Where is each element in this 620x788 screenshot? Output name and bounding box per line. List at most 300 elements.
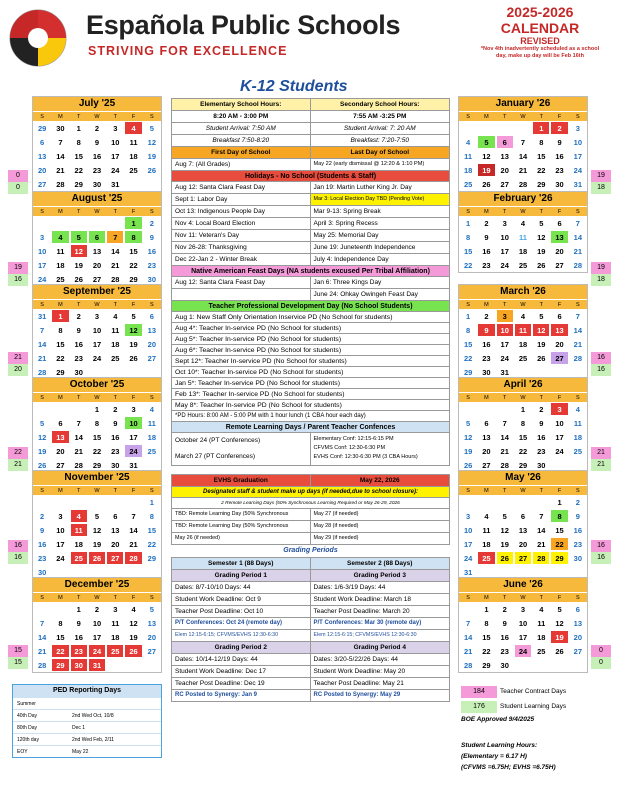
ped-row xyxy=(13,733,161,745)
day-cell: 10 xyxy=(518,619,528,628)
day-cell: 16 xyxy=(111,433,120,442)
day-cell: 1 xyxy=(94,405,100,414)
day-cell xyxy=(460,496,476,508)
gp1-student-deadline: Student Work Deadline: Oct 9 xyxy=(172,594,311,605)
day-cell: 24 xyxy=(37,275,47,284)
day-cell: 16 xyxy=(482,340,491,349)
day-cell: 27 xyxy=(107,552,123,564)
elem-time: 8:20 AM - 3:00 PM xyxy=(172,111,311,122)
graduation-label: EVHS Graduation xyxy=(172,475,311,486)
day-cell: 3 xyxy=(551,403,567,415)
month-title: April '26 xyxy=(459,378,587,392)
day-cell: 8 xyxy=(466,326,471,335)
weekday-label: F xyxy=(557,209,562,215)
month-april-26 xyxy=(458,377,588,473)
holiday-entry: Jan 19: Martin Luther King Jr. Day xyxy=(313,184,412,191)
day-cell: 4 xyxy=(125,122,141,134)
day-cell: 26 xyxy=(463,461,473,470)
weekday-label: T xyxy=(113,114,117,120)
day-cell: 1 xyxy=(125,217,141,229)
pd-entry: Aug 6*: Teacher In-service PD (No School for students) xyxy=(171,345,450,356)
remote-oct: October 24 (PT Conferences) xyxy=(175,437,261,444)
slh-sec: (CFVMS =6.75H; EVHS =6.75H) xyxy=(461,764,556,771)
day-cell xyxy=(478,496,494,508)
day-cell: 3 xyxy=(497,310,513,322)
weekday-header xyxy=(33,299,161,309)
weekday-label: T xyxy=(113,595,117,601)
day-cell: 2 xyxy=(502,605,507,614)
day-cell: 22 xyxy=(147,540,157,549)
day-cell: 28 xyxy=(37,368,47,377)
day-cell: 30 xyxy=(500,661,509,670)
gp4-student-deadline: Student Work Deadline: May 20 xyxy=(313,668,406,675)
last-day-value: May 22 (early dismissal @ 12:20 & 1:10 PM) xyxy=(313,161,425,167)
day-cell: 5 xyxy=(502,512,507,521)
makeup-day-entry: May 26 (if needed) xyxy=(172,533,311,544)
holiday-entry: Oct 13: Indigenous People Day xyxy=(172,206,311,217)
teacher-day-count: 21 xyxy=(591,447,611,459)
day-cell: 14 xyxy=(129,526,138,535)
day-cell: 25 xyxy=(478,552,494,564)
weekday-label: M xyxy=(484,114,489,120)
day-grid xyxy=(459,402,587,472)
day-cell: 23 xyxy=(482,261,491,270)
student-day-count: 15 xyxy=(8,657,28,669)
elem-breakfast: Breakfast 7:50-8:20 xyxy=(172,135,311,146)
day-cell: 1 xyxy=(520,405,526,414)
holiday-entry: Nov 26-28: Thanksgiving xyxy=(172,242,311,253)
pd-entry: Aug 1: New Staff Only Orientation Inservice PD (No School for students) xyxy=(171,312,450,323)
day-cell: 26 xyxy=(89,552,105,564)
day-cell xyxy=(52,496,68,508)
weekday-label: S xyxy=(40,302,44,308)
day-cell: 15 xyxy=(555,526,564,535)
day-cell: 25 xyxy=(537,647,546,656)
last-day-header: Last Day of School xyxy=(350,149,409,156)
day-cell: 16 xyxy=(537,433,546,442)
weekday-label: M xyxy=(484,488,489,494)
weekday-label: T xyxy=(503,488,507,494)
day-cell: 7 xyxy=(502,419,507,428)
gp3-conferences: P/T Conferences: Mar 30 (remote day) xyxy=(313,620,422,626)
day-cell: 23 xyxy=(555,166,564,175)
day-cell: 23 xyxy=(37,554,47,563)
weekday-label: M xyxy=(484,395,489,401)
day-cell: 6 xyxy=(575,605,580,614)
weekday-label: T xyxy=(503,209,507,215)
holiday-entry: Sept 1: Labor Day xyxy=(172,194,311,205)
day-cell: 23 xyxy=(92,166,102,175)
day-cell: 1 xyxy=(466,312,471,321)
day-cell: 23 xyxy=(71,645,87,657)
day-cell: 15 xyxy=(482,633,491,642)
day-cell: 6 xyxy=(557,312,562,321)
student-days-count: 176 xyxy=(461,701,497,713)
sec-breakfast: Breakfast: 7:20-7:50 xyxy=(350,137,410,144)
day-cell: 12 xyxy=(463,433,473,442)
weekday-label: F xyxy=(131,114,136,120)
day-cell: 14 xyxy=(518,152,528,161)
weekday-header xyxy=(459,111,587,121)
weekday-header xyxy=(33,111,161,121)
weekday-label: T xyxy=(77,302,81,308)
day-cell: 4 xyxy=(131,605,136,614)
weekday-label: M xyxy=(58,114,63,120)
weekday-label: W xyxy=(520,395,526,401)
weekday-label: T xyxy=(503,114,507,120)
month-september-25 xyxy=(32,284,162,380)
day-cell: 11 xyxy=(519,233,527,242)
pd-entry: Feb 13*: Teacher In-service PD (No School for students) xyxy=(171,389,450,400)
student-day-count: 21 xyxy=(591,459,611,471)
day-cell: 31 xyxy=(463,568,473,577)
day-cell: 17 xyxy=(37,261,47,270)
month-title: June '26 xyxy=(459,578,587,592)
ped-cell xyxy=(68,698,161,710)
weekday-label: S xyxy=(40,209,44,215)
ped-row xyxy=(13,745,161,757)
day-cell xyxy=(125,178,141,190)
day-cell: 30 xyxy=(482,368,491,377)
gp2-dates: Dates: 10/14-12/19 Days: 44 xyxy=(172,654,311,665)
student-day-count: 16 xyxy=(8,552,28,564)
day-cell: 31 xyxy=(89,659,105,671)
day-cell xyxy=(71,496,87,508)
holiday-row xyxy=(171,182,450,194)
day-cell: 9 xyxy=(502,619,507,628)
day-cell: 14 xyxy=(74,433,83,442)
day-cell xyxy=(107,659,123,671)
day-cell: 28 xyxy=(573,261,583,270)
day-cell: 25 xyxy=(56,275,65,284)
pd-entry: Oct 10*: Teacher In-service PD (No School for students) xyxy=(171,367,450,378)
day-cell xyxy=(497,122,513,134)
day-cell: 20 xyxy=(147,633,157,642)
day-grid xyxy=(33,495,161,579)
day-cell: 31 xyxy=(129,461,138,470)
day-cell: 8 xyxy=(539,138,544,147)
holiday-entry: Mar 3: Local Election Day TBD (Pending Vote) xyxy=(311,194,450,205)
day-cell: 7 xyxy=(40,326,45,335)
student-day-count: 16 xyxy=(8,274,28,286)
day-cell: 30 xyxy=(37,568,47,577)
day-cell: 17 xyxy=(129,433,138,442)
weekday-header xyxy=(459,392,587,402)
day-cell: 31 xyxy=(573,180,583,189)
day-grid xyxy=(33,402,161,472)
day-cell: 13 xyxy=(37,152,47,161)
weekday-label: T xyxy=(539,488,543,494)
day-cell: 27 xyxy=(147,647,157,656)
conf-cfvms: CFVMS Conf: 12:30-6:30 PM xyxy=(313,445,386,451)
day-cell: 7 xyxy=(466,619,471,628)
boe-approved: BOE Approved 9/4/2025 xyxy=(461,716,535,723)
student-day-count: 18 xyxy=(591,182,611,194)
day-cell: 28 xyxy=(111,275,120,284)
weekday-label: S xyxy=(150,302,154,308)
day-cell: 27 xyxy=(147,354,157,363)
day-cell: 4 xyxy=(466,138,471,147)
day-grid xyxy=(33,121,161,191)
day-cell: 6 xyxy=(149,312,154,321)
day-cell: 8 xyxy=(466,233,471,242)
holiday-entry: July 4: Independence Day xyxy=(313,256,389,263)
day-cell: 17 xyxy=(500,340,509,349)
weekday-label: T xyxy=(77,595,81,601)
holiday-row xyxy=(171,218,450,230)
day-cell: 21 xyxy=(37,354,47,363)
day-cell: 26 xyxy=(147,166,157,175)
day-cell: 6 xyxy=(520,512,526,521)
pd-entry: *PD Hours: 8:00 AM - 5:00 PM with 1 hour lunch (1 CBA hour each day) xyxy=(171,411,450,422)
holiday-row xyxy=(171,206,450,218)
student-day-count: 21 xyxy=(8,459,28,471)
weekday-label: S xyxy=(576,114,580,120)
day-cell: 17 xyxy=(555,433,564,442)
month-title: November '25 xyxy=(33,471,161,485)
weekday-label: S xyxy=(40,114,44,120)
weekday-label: M xyxy=(484,302,489,308)
day-cell: 18 xyxy=(482,540,491,549)
weekday-label: T xyxy=(539,595,543,601)
feast-day-entry xyxy=(172,289,311,300)
day-cell: 17 xyxy=(56,540,65,549)
day-cell: 19 xyxy=(37,447,47,456)
day-cell: 2 xyxy=(94,605,100,614)
day-cell: 5 xyxy=(149,124,154,133)
day-cell: 5 xyxy=(466,419,471,428)
day-cell: 26 xyxy=(555,647,564,656)
day-cell: 4 xyxy=(113,312,118,321)
weekday-label: S xyxy=(40,595,44,601)
day-cell xyxy=(107,217,123,229)
day-cell: 8 xyxy=(520,419,526,428)
day-cell: 8 xyxy=(125,231,141,243)
weekday-label: T xyxy=(539,209,543,215)
day-cell: 19 xyxy=(74,261,83,270)
gp4-header: Grading Period 4 xyxy=(353,644,406,651)
teacher-day-count: 22 xyxy=(8,447,28,459)
month-title: July '25 xyxy=(33,97,161,111)
day-cell: 18 xyxy=(518,247,528,256)
day-cell: 28 xyxy=(56,180,65,189)
day-cell: 14 xyxy=(573,233,583,242)
month-march-26 xyxy=(458,284,588,380)
gp2-teacher-deadline: Teacher Post Deadline: Dec 19 xyxy=(172,678,311,689)
teacher-day-count: 15 xyxy=(8,645,28,657)
weekday-label: T xyxy=(77,488,81,494)
revision-note: *Nov 4th inadvertently scheduled as a school day, make up day will be Feb 16th xyxy=(480,46,600,59)
day-cell: 10 xyxy=(111,138,120,147)
day-cell: 25 xyxy=(518,354,528,363)
weekday-label: M xyxy=(484,595,489,601)
day-cell: 6 xyxy=(484,419,489,428)
day-cell: 12 xyxy=(537,233,546,242)
ped-cell: May 22 xyxy=(72,749,89,755)
weekday-label: T xyxy=(503,595,507,601)
ped-reporting-table xyxy=(12,684,162,758)
day-cell: 20 xyxy=(573,633,583,642)
day-cell: 1 xyxy=(76,605,81,614)
pd-entry: Aug 4*: Teacher In-service PD (No School for students) xyxy=(171,323,450,334)
gp3-student-deadline: Student Work Deadline: March 18 xyxy=(313,596,411,603)
day-cell: 19 xyxy=(537,340,546,349)
day-cell xyxy=(497,403,513,415)
teacher-day-count: 19 xyxy=(591,170,611,182)
day-cell: 3 xyxy=(58,512,63,521)
day-cell: 22 xyxy=(52,645,68,657)
weekday-label: F xyxy=(557,595,562,601)
day-cell: 7 xyxy=(40,619,45,628)
teacher-day-count: 0 xyxy=(8,170,28,182)
day-cell: 12 xyxy=(555,619,564,628)
day-cell: 28 xyxy=(573,354,583,363)
day-cell: 11 xyxy=(111,326,120,335)
day-cell: 27 xyxy=(482,461,491,470)
day-cell xyxy=(515,496,531,508)
day-cell: 22 xyxy=(129,261,138,270)
day-cell: 21 xyxy=(37,647,47,656)
pd-entry: May 8*: Teacher In-service PD (No School for students) xyxy=(171,400,450,411)
day-cell: 11 xyxy=(111,619,120,628)
weekday-label: T xyxy=(77,209,81,215)
day-cell: 22 xyxy=(463,354,473,363)
holiday-row xyxy=(171,242,450,254)
pd-entry: Sept 12*: Teacher In-service PD (No School for students) xyxy=(171,356,450,367)
day-cell: 4 xyxy=(71,510,87,522)
pd-days-header: Teacher Professional Development Day (No School Students) xyxy=(171,301,450,312)
day-cell: 5 xyxy=(539,219,544,228)
day-grid xyxy=(33,602,161,672)
calendar-title-block xyxy=(470,4,610,59)
day-cell: 15 xyxy=(147,526,157,535)
tagline: STRIVING FOR EXCELLENCE xyxy=(88,44,288,58)
day-cell: 10 xyxy=(37,247,47,256)
day-cell: 24 xyxy=(555,447,564,456)
day-cell: 3 xyxy=(502,219,507,228)
feast-day-entry: June 24: Ohkay Owingeh Feast Day xyxy=(313,291,418,298)
weekday-label: F xyxy=(131,209,136,215)
day-cell: 22 xyxy=(74,166,83,175)
day-cell: 10 xyxy=(497,324,513,336)
day-cell: 2 xyxy=(539,405,544,414)
weekday-header xyxy=(33,392,161,402)
day-cell: 30 xyxy=(537,461,546,470)
teacher-day-count: 16 xyxy=(591,540,611,552)
day-cell: 3 xyxy=(466,512,471,521)
day-cell: 23 xyxy=(482,354,491,363)
day-cell: 5 xyxy=(539,312,544,321)
day-cell: 26 xyxy=(537,261,546,270)
day-cell: 4 xyxy=(539,605,544,614)
day-cell: 25 xyxy=(107,645,123,657)
day-cell: 8 xyxy=(58,326,63,335)
day-cell xyxy=(144,659,160,671)
day-cell: 1 xyxy=(76,124,81,133)
gp3-teacher-deadline: Teacher Post Deadline: March 20 xyxy=(313,608,410,615)
weekday-label: S xyxy=(576,395,580,401)
day-cell: 4 xyxy=(484,512,489,521)
ped-cell: Dec 1 xyxy=(72,725,86,731)
weekday-label: S xyxy=(576,595,580,601)
feast-days-list xyxy=(171,277,450,301)
weekday-label: F xyxy=(131,395,136,401)
day-cell: 2 xyxy=(551,122,567,134)
weekday-label: W xyxy=(520,114,526,120)
gp3-header: Grading Period 3 xyxy=(353,572,406,579)
day-cell: 1 xyxy=(533,122,549,134)
feast-day-entry: Aug 12: Santa Clara Feast Day xyxy=(172,277,311,288)
remote-left xyxy=(172,433,311,466)
district-logo-icon xyxy=(8,8,74,68)
day-grid xyxy=(33,309,161,379)
day-cell: 9 xyxy=(76,326,81,335)
ped-cell: Summer xyxy=(17,701,36,707)
day-cell: 16 xyxy=(482,247,491,256)
ped-cell: 80th Day xyxy=(17,725,38,731)
month-title: February '26 xyxy=(459,192,587,206)
day-cell: 7 xyxy=(58,138,63,147)
day-cell: 26 xyxy=(537,354,546,363)
day-cell: 14 xyxy=(573,326,583,335)
day-cell: 12 xyxy=(92,526,102,535)
day-cell: 19 xyxy=(92,540,102,549)
day-cell: 19 xyxy=(478,164,494,176)
day-cell: 22 xyxy=(482,647,491,656)
day-cell xyxy=(125,496,141,508)
makeup-day-row xyxy=(171,533,450,545)
weekday-header xyxy=(459,485,587,495)
day-cell: 18 xyxy=(56,261,65,270)
month-title: May '26 xyxy=(459,471,587,485)
day-cell: 29 xyxy=(74,180,83,189)
gp3-conf-times: Elem 12:15-6:15; CFVMS/EVHS 12:30-6:30 xyxy=(313,632,417,638)
day-cell xyxy=(34,403,50,415)
holiday-row xyxy=(171,194,450,206)
holiday-entry: April 3: Spring Recess xyxy=(313,220,378,227)
first-day-header: First Day of School xyxy=(172,147,311,158)
day-cell: 30 xyxy=(573,554,583,563)
day-cell: 2 xyxy=(76,312,81,321)
day-cell: 6 xyxy=(557,219,562,228)
day-cell: 21 xyxy=(111,261,120,270)
day-cell: 24 xyxy=(500,354,509,363)
weekday-header xyxy=(33,485,161,495)
gp2-rc-posted: RC Posted to Synergy: Jan 9 xyxy=(172,690,311,701)
day-cell: 13 xyxy=(551,324,567,336)
day-cell: 9 xyxy=(149,233,154,242)
gp4-teacher-deadline: Teacher Post Deadline: May 21 xyxy=(313,680,404,687)
sec-arrival: Student Arrival: 7: 20 AM xyxy=(343,125,416,132)
day-cell: 8 xyxy=(484,619,489,628)
day-cell: 21 xyxy=(518,166,528,175)
day-cell: 6 xyxy=(40,138,45,147)
day-cell: 4 xyxy=(52,231,68,243)
weekday-label: W xyxy=(520,488,526,494)
day-cell: 18 xyxy=(129,152,138,161)
day-cell: 1 xyxy=(149,498,154,507)
day-cell: 14 xyxy=(56,152,65,161)
day-cell: 13 xyxy=(52,431,68,443)
weekday-label: W xyxy=(520,302,526,308)
month-august-25 xyxy=(32,191,162,287)
day-grid xyxy=(459,216,587,272)
day-cell: 6 xyxy=(497,136,513,148)
day-cell: 13 xyxy=(147,619,157,628)
day-cell: 25 xyxy=(463,180,473,189)
day-cell xyxy=(497,496,513,508)
teacher-day-count: 0 xyxy=(591,645,611,657)
